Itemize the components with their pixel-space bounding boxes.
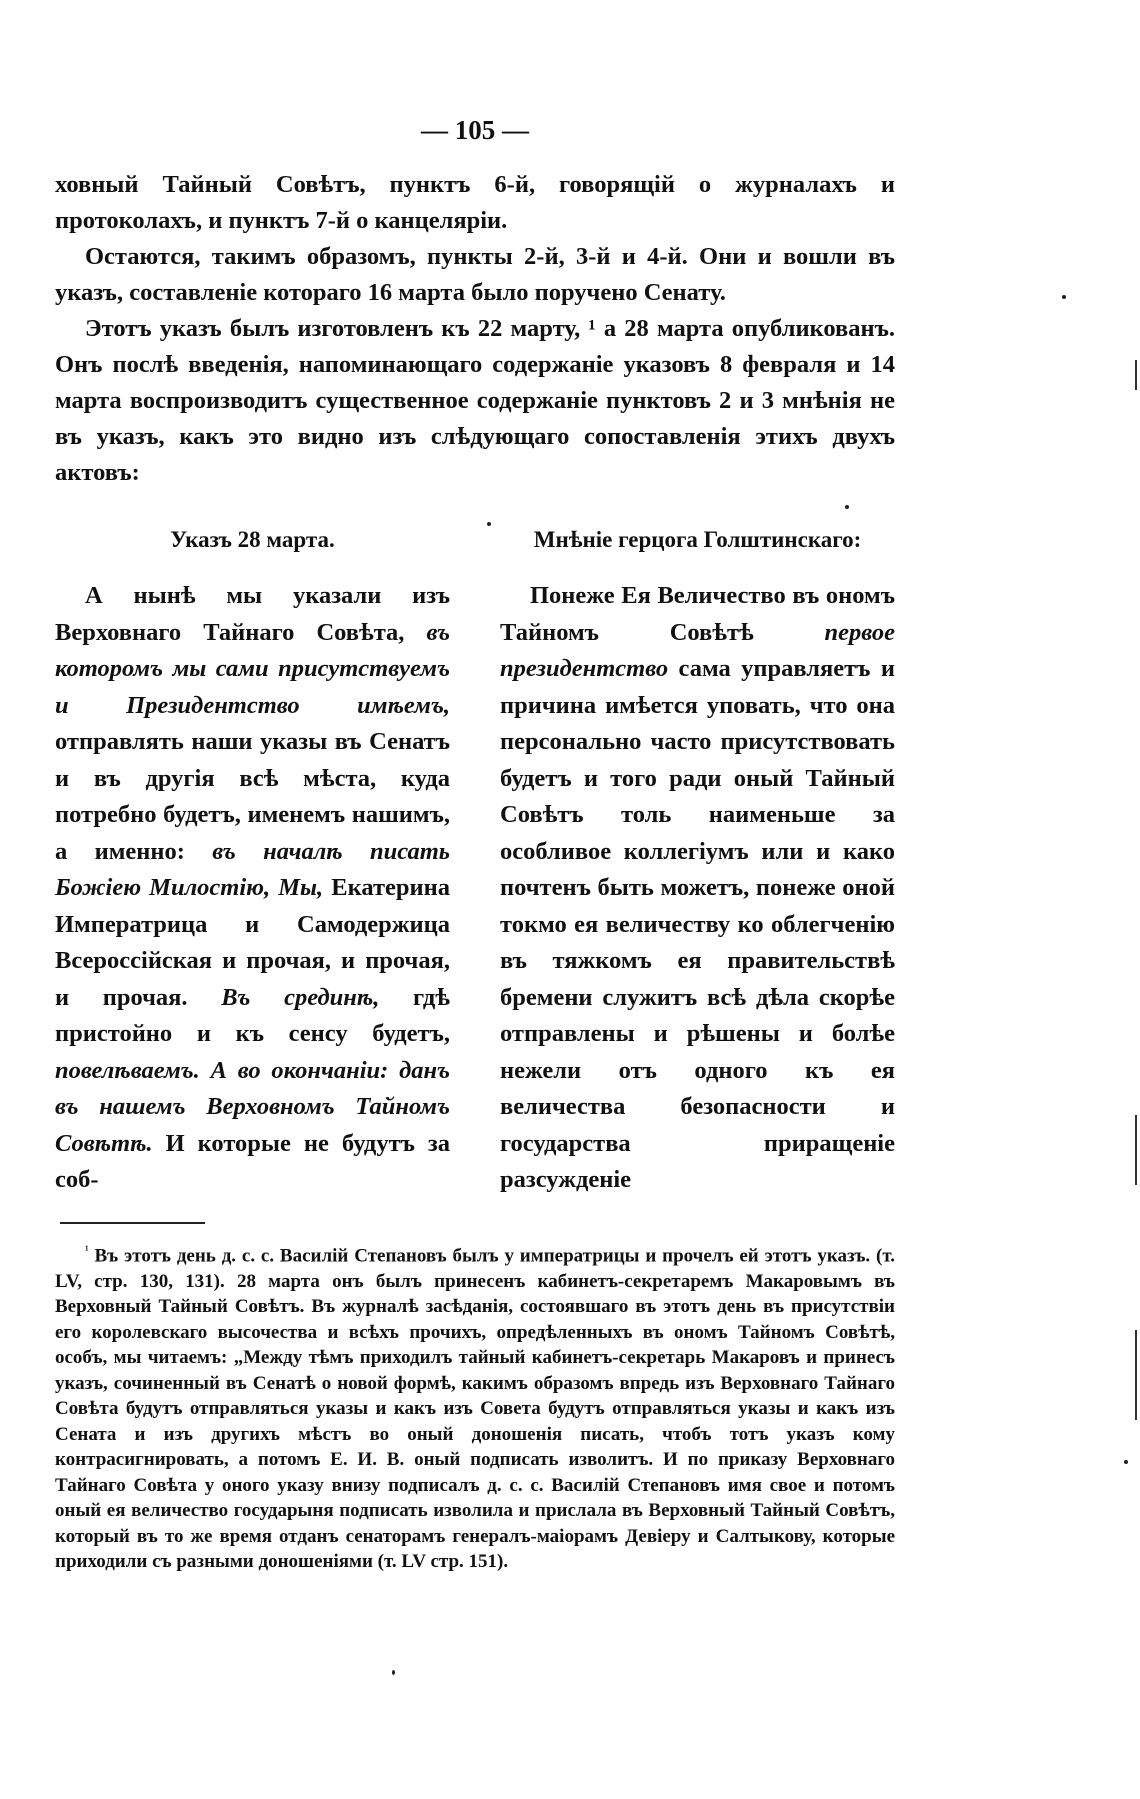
- left-italic-3: Въ срединѣ,: [221, 983, 380, 1011]
- main-text: [55, 167, 895, 491]
- footnote-divider: [60, 1222, 205, 1224]
- right-column-heading: Мнѣніе герцога Голштинскаго:: [533, 527, 862, 552]
- left-text-2: отправлять наши указы въ Сенатъ и въ другія всѣ мѣста, куда потребно будетъ, именемъ нашимъ, а именно:: [55, 728, 450, 865]
- left-text-1: А нынѣ мы указали изъ Верховнаго Тайнаго Совѣта,: [55, 582, 450, 646]
- paragraph-3: Этотъ указъ былъ изготовленъ къ 22 марту, ¹ а 28 марта опубликованъ. Онъ послѣ введенія, напоминающаго содержаніе указовъ 8 февраля и 14 марта воспроизводитъ существенное содержаніе пунктовъ 2 и 3 мнѣнія не въ указъ, какъ это видно изъ слѣдующаго сопоставленія этихъ двухъ актовъ:: [55, 315, 895, 486]
- right-column: [500, 522, 895, 1199]
- left-italic-1: въ которомъ мы сами присутствуемъ и Президентство имѣемъ,: [55, 618, 450, 719]
- left-italic-4: повелѣваемъ. А во окончаніи: данъ въ нашемъ Верховномъ Тайномъ Совѣтѣ.: [55, 1056, 450, 1157]
- paragraph-1: ховный Тайный Совѣтъ, пунктъ 6-й, говорящій о журналахъ и протоколахъ, и пунктъ 7-й о канцеляріи.: [55, 171, 895, 234]
- scan-speck: [1124, 1460, 1128, 1464]
- footnote-text: Въ этотъ день д. с. с. Василій Степановъ былъ у императрицы и прочелъ ей этотъ указъ. (т. LV, стр. 130, 131). 28 марта онъ былъ принесенъ кабинетъ-секретаремъ Макаровымъ въ Верховный Тайный Совѣтъ. Въ журналѣ засѣданія, состоявшаго въ этотъ день въ присутствіи его королевскаго высочества и всѣхъ прочихъ, опредѣленныхъ въ ономъ Тайномъ Совѣтѣ, особъ, мы читаемъ: „Между тѣмъ приходилъ тайный кабинетъ-секретарь Макаровъ и принесъ указъ, сочиненный въ Сенатѣ о новой формѣ, какимъ образомъ впредь изъ Верховнаго Тайнаго Совѣта будутъ отправляться указы и какъ изъ Совета будутъ отправляться указы и какъ изъ Сената и изъ другихъ мѣстъ во оный доношенія писать, чтобъ тотъ указъ кому контрасигнировать, а потомъ Е. И. В. оный подписать изволитъ. И по приказу Верховнаго Тайнаго Совѣта у оного указу внизу подписалъ д. с. с. Василій Степановъ имя свое и потомъ оный ея величество государыня подписать изволила и прислала въ Верховный Тайный Совѣтъ, который въ то же время отданъ сенаторамъ генералъ-маіорамъ Девіеру и Салтыкову, которые приходили съ разными доношеніями (т. LV стр. 151).: [55, 1245, 895, 1573]
- left-italic-2: въ началѣ писать Божіею Милостію, Мы,: [55, 837, 450, 901]
- right-text-1: Понеже Ея Величество въ ономъ Тайномъ Совѣтѣ: [500, 582, 895, 646]
- right-text-2: сама управляетъ и причина имѣется уповать, что она персонально часто присутствовать будетъ и того ради оный Тайный Совѣтъ толь наименьше за особливое коллегіумъ или и како почтенъ быть можетъ, понеже оной токмо ея величеству ко облегченію въ тяжкомъ ея правительствѣ бремени служитъ всѣ дѣла скорѣе отправлены и рѣшены и болѣе нежели отъ одного къ ея величества безопасности и государства приращеніе разсужденіе: [500, 655, 895, 1193]
- book-page: [55, 0, 895, 1799]
- paragraph-2: Остаются, такимъ образомъ, пункты 2-й, 3-й и 4-й. Они и вошли въ указъ, составленіе котораго 16 марта было поручено Сенату.: [55, 243, 895, 306]
- right-column-text: [500, 578, 895, 1199]
- scan-edge-mark: [1135, 1330, 1137, 1420]
- left-text-3: Екатерина Императрица и Самодержица Всероссійская и прочая, и прочая, и прочая.: [55, 874, 450, 1011]
- left-column: [55, 522, 450, 1199]
- scan-speck: [845, 505, 849, 509]
- left-text-4: гдѣ пристойно и къ сенсу будетъ,: [55, 983, 450, 1047]
- scan-edge-mark: [1135, 360, 1137, 390]
- scan-edge-mark: [1135, 1115, 1137, 1185]
- left-column-text: [55, 578, 450, 1199]
- scan-speck: [1062, 295, 1066, 299]
- left-column-heading: Указъ 28 марта.: [170, 527, 335, 552]
- footnote-marker: ¹: [85, 1243, 89, 1257]
- right-italic-1: первое президентство: [500, 618, 895, 682]
- page-number: — 105 —: [421, 115, 529, 145]
- left-text-5: И которые не будутъ за соб-: [55, 1129, 450, 1193]
- scan-speck: [392, 1670, 395, 1675]
- scan-speck: [487, 522, 491, 526]
- footnote: [55, 1238, 895, 1575]
